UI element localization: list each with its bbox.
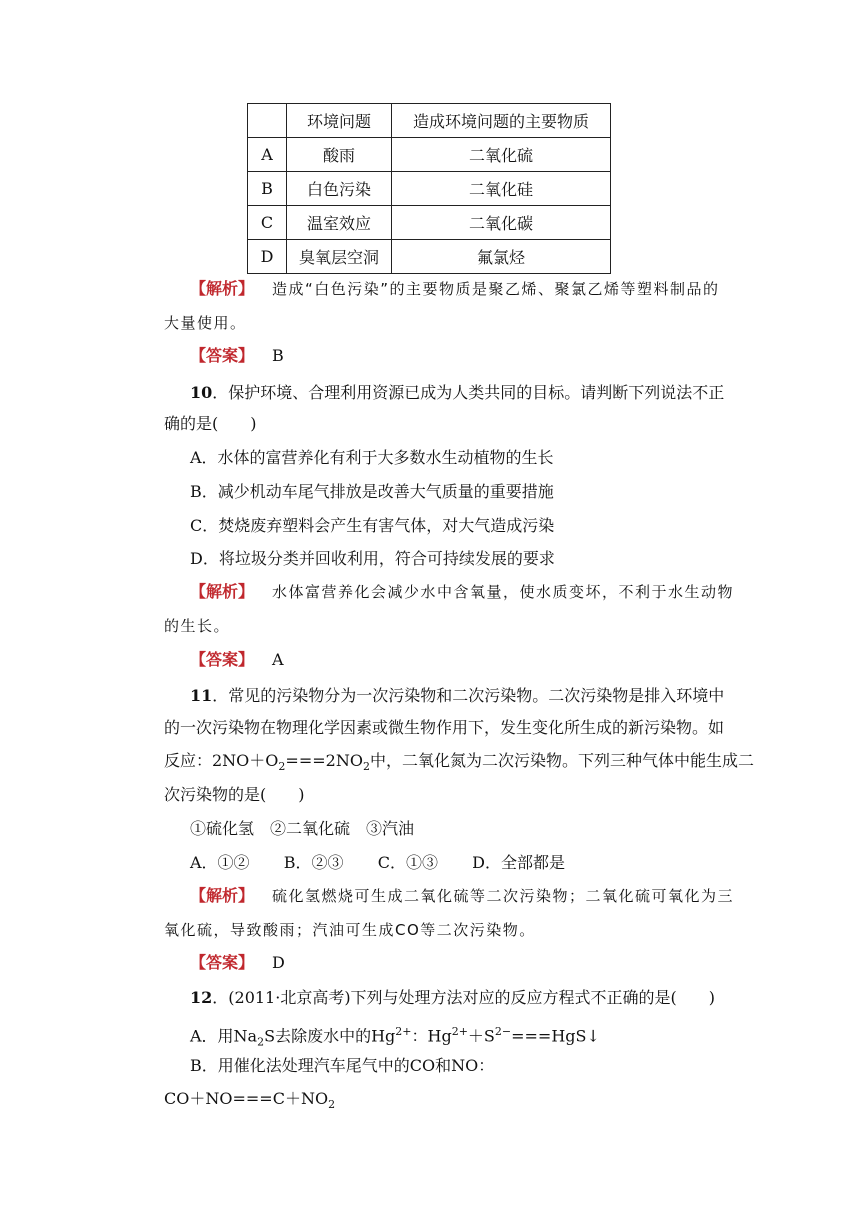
q10-answer xyxy=(190,650,284,670)
q12-option-a xyxy=(190,1022,600,1053)
environment-table xyxy=(247,103,611,274)
table-cell: 酸雨 xyxy=(287,138,392,172)
q11-analysis xyxy=(190,886,734,906)
q9-answer xyxy=(190,346,284,366)
q12-stem xyxy=(190,988,715,1008)
q12-option-b: B．用催化法处理汽车尾气中的CO和NO： xyxy=(190,1056,495,1075)
answer-label: 【答案】 xyxy=(190,650,255,669)
q9-analysis xyxy=(190,279,720,299)
superscript: 2+ xyxy=(395,1025,412,1038)
q11-answer xyxy=(190,953,285,973)
answer-label: 【答案】 xyxy=(190,953,255,972)
table-cell: C xyxy=(248,206,287,240)
q9-analysis-cont: 大量使用。 xyxy=(164,314,247,332)
option-text: ===HgS↓ xyxy=(511,1026,600,1046)
q11-items: ①硫化氢 ②二氧化硫 ③汽油 xyxy=(190,819,415,838)
table-cell: 造成环境问题的主要物质 xyxy=(392,104,611,138)
analysis-text: 造成“白色污染”的主要物质是聚乙烯、聚氯乙烯等塑料制品的 xyxy=(272,280,720,298)
superscript: 2− xyxy=(494,1025,512,1038)
q11-option-d: D．全部都是 xyxy=(472,853,565,872)
question-number: 12 xyxy=(190,988,213,1007)
analysis-label: 【解析】 xyxy=(190,279,255,298)
table-header-row xyxy=(248,104,611,138)
table-cell: B xyxy=(248,172,287,206)
table-cell: 二氧化碳 xyxy=(392,206,611,240)
q11-option-a: A．①② xyxy=(190,853,250,872)
table-cell: 氟氯烃 xyxy=(392,240,611,274)
q10-analysis-cont: 的生长。 xyxy=(164,617,231,635)
analysis-text: 水体富营养化会减少水中含氧量，使水质变坏，不利于水生动物 xyxy=(272,583,735,601)
table-cell: A xyxy=(248,138,287,172)
answer-value: A xyxy=(272,650,284,669)
table-row xyxy=(248,138,611,172)
question-number: 10 xyxy=(190,383,213,402)
equation-text: CO＋NO===C＋NO xyxy=(164,1089,329,1108)
q11-option-c: C．①③ xyxy=(377,853,438,872)
option-text: ＋S xyxy=(467,1026,495,1046)
q10-option-d: D．将垃圾分类并回收利用，符合可持续发展的要求 xyxy=(190,549,555,568)
q11-options xyxy=(190,853,565,873)
table-row xyxy=(248,206,611,240)
answer-value: B xyxy=(272,346,284,365)
superscript: 2+ xyxy=(451,1025,468,1038)
table-cell xyxy=(248,104,287,138)
q11-analysis-cont: 氧化硫，导致酸雨；汽油可生成CO等二次污染物。 xyxy=(164,921,536,939)
option-text: ：Hg xyxy=(411,1026,452,1046)
q10-stem xyxy=(190,383,724,403)
table-cell: 白色污染 xyxy=(287,172,392,206)
table-cell: 温室效应 xyxy=(287,206,392,240)
table-cell: D xyxy=(248,240,287,274)
answer-label: 【答案】 xyxy=(190,346,255,365)
q11-stem-equation-line xyxy=(164,751,754,777)
analysis-label: 【解析】 xyxy=(190,582,255,601)
q11-option-b: B．②③ xyxy=(283,853,344,872)
option-text: S去除废水中的Hg xyxy=(264,1026,396,1046)
table-row xyxy=(248,172,611,206)
q10-option-c: C．焚烧废弃塑料会产生有害气体，对大气造成污染 xyxy=(190,516,555,535)
question-text: ．常见的污染物分为一次污染物和二次污染物。二次污染物是排入环境中 xyxy=(212,686,725,705)
table-cell: 二氧化硅 xyxy=(392,172,611,206)
q11-stem xyxy=(190,686,724,706)
q11-stem-cont2: 次污染物的是( ) xyxy=(164,785,305,804)
question-text: ．(2011·北京高考)下列与处理方法对应的反应方程式不正确的是( ) xyxy=(212,988,716,1007)
q12-equation xyxy=(164,1089,335,1115)
table-cell: 二氧化硫 xyxy=(392,138,611,172)
question-text: ．保护环境、合理利用资源已成为人类共同的目标。请判断下列说法不正 xyxy=(212,383,725,402)
q10-stem-cont: 确的是( ) xyxy=(164,414,257,433)
option-text: A．用Na xyxy=(190,1026,258,1046)
stem-text: ===2NO xyxy=(285,751,363,770)
subscript: 2 xyxy=(328,1098,336,1112)
table-cell: 臭氧层空洞 xyxy=(287,240,392,274)
question-number: 11 xyxy=(190,686,213,705)
q11-stem-cont: 的一次污染物在物理化学因素或微生物作用下，发生变化所生成的新污染物。如 xyxy=(164,718,725,737)
analysis-text: 硫化氢燃烧可生成二氧化硫等二次污染物；二氧化硫可氧化为三 xyxy=(272,887,735,905)
q10-option-a: A．水体的富营养化有利于大多数水生动植物的生长 xyxy=(190,448,554,467)
table-cell: 环境问题 xyxy=(287,104,392,138)
subscript: 2 xyxy=(278,760,286,774)
q10-option-b: B．减少机动车尾气排放是改善大气质量的重要措施 xyxy=(190,482,554,501)
q10-analysis xyxy=(190,582,734,602)
analysis-label: 【解析】 xyxy=(190,886,255,905)
subscript: 2 xyxy=(257,1035,265,1049)
table-row xyxy=(248,240,611,274)
stem-text: 中，二氧化氮为二次污染物。下列三种气体中能生成二 xyxy=(369,751,754,770)
subscript: 2 xyxy=(362,760,370,774)
stem-text: 反应：2NO＋O xyxy=(164,751,279,770)
answer-value: D xyxy=(272,953,285,972)
